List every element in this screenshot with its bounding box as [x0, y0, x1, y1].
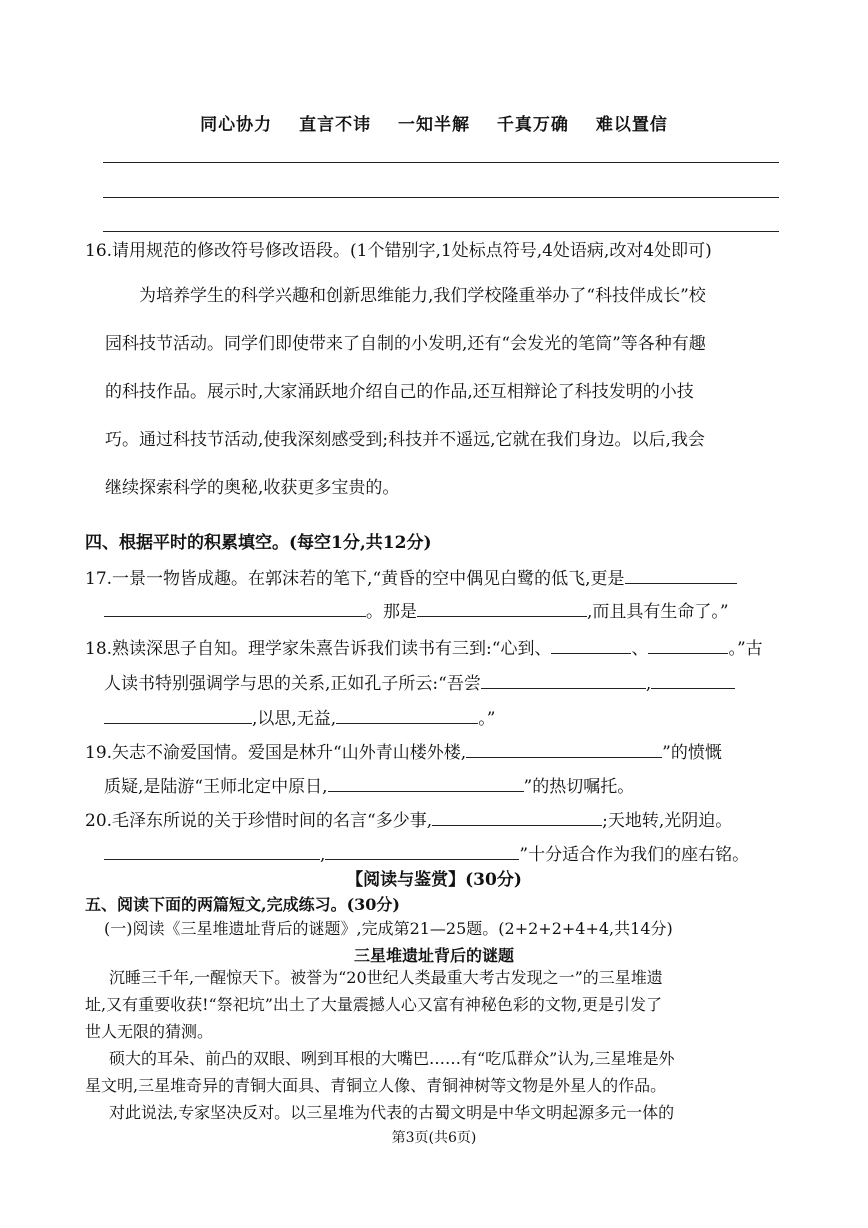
fill-blank[interactable] [481, 672, 646, 689]
question-17-line-2: 。那是 ,而且具有生命了。” [104, 597, 729, 622]
fill-blank[interactable] [417, 600, 587, 617]
passage-line: 巧。通过科技节活动,使我深刻感受到;科技并不遥远,它就在我们身边。以后,我会 [105, 430, 705, 450]
fill-blank[interactable] [648, 637, 728, 654]
article-line: 硕大的耳朵、前凸的双眼、咧到耳根的大嘴巴……有“吃瓜群众”认为,三星堆是外 [109, 1049, 675, 1068]
question-20-line-1: 20.毛泽东所说的关于珍惜时间的名言“多少事, ;天地转,光阴迫。 [85, 811, 733, 831]
answer-line [103, 231, 779, 232]
answer-line [103, 197, 779, 198]
answer-line [103, 162, 779, 163]
idiom-item: 千真万确 [496, 115, 569, 135]
article-line: 对此说法,专家坚决反对。以三星堆为代表的古蜀文明是中华文明起源多元一体的 [109, 1103, 675, 1122]
section-4-title: 四、根据平时的积累填空。(每空1分,共12分) [85, 533, 432, 553]
article-line: 世人无限的猜测。 [85, 1022, 214, 1041]
question-18-line-3: ,以思,无益, 。” [104, 704, 495, 729]
article-title: 三星堆遗址背后的谜题 [353, 946, 514, 965]
article-line: 址,又有重要收获!“祭祀坑”出土了大量震撼人心又富有神秘色彩的文物,更是引发了 [85, 995, 662, 1014]
article-line: 星文明,三星堆奇异的青铜大面具、青铜立人像、青铜神树等文物是外星人的作品。 [85, 1076, 667, 1095]
question-17-line-1: 17.一景一物皆成趣。在郭沫若的笔下,“黄昏的空中偶见白鹭的低飞,更是 [85, 564, 737, 589]
idiom-item: 同心协力 [200, 115, 273, 135]
fill-blank[interactable] [336, 707, 478, 724]
fill-blank[interactable] [625, 567, 737, 584]
section-5-title: 五、阅读下面的两篇短文,完成练习。(30分) [85, 895, 400, 914]
question-19-line-1: 19.矢志不渝爱国情。爱国是林升“山外青山楼外楼, ”的愤慨 [85, 743, 722, 763]
subsection-1-title: (一)阅读《三星堆遗址背后的谜题》,完成第21—25题。(2+2+2+4+4,共14分) [104, 919, 673, 938]
question-20-line-2: , ”十分适合作为我们的座右铭。 [104, 840, 749, 865]
idiom-item: 难以置信 [595, 115, 668, 135]
passage-line: 的科技作品。展示时,大家涌跃地介绍自己的作品,还互相辩论了科技发明的小技 [105, 382, 694, 402]
fill-blank[interactable] [551, 637, 631, 654]
idiom-item: 直言不讳 [299, 115, 372, 135]
fill-blank[interactable] [432, 809, 602, 826]
fill-blank[interactable] [466, 741, 662, 758]
fill-blank[interactable] [325, 843, 519, 860]
passage-line: 为培养学生的科学兴趣和创新思维能力,我们学校隆重举办了“科技伴成长”校 [139, 286, 706, 306]
page-number: 第3页(共6页) [391, 1130, 477, 1146]
fill-blank[interactable] [104, 600, 366, 617]
question-16-passage [105, 272, 785, 512]
passage-line: 继续探索科学的奥秘,收获更多宝贵的。 [105, 478, 400, 498]
question-18-line-2: 人读书特别强调学与思的关系,正如孔子所云:“吾尝 , [104, 669, 735, 694]
fill-blank[interactable] [104, 707, 252, 724]
fill-blank[interactable] [328, 775, 524, 792]
fill-blank[interactable] [104, 843, 320, 860]
passage-line: 园科技节活动。同学们即使带来了自制的小发明,还有“会发光的笔筒”等各种有趣 [105, 334, 706, 354]
idiom-list [0, 110, 868, 135]
reading-section-band: 【阅读与鉴赏】(30分) [346, 870, 522, 890]
question-19-line-2: 质疑,是陆游“王师北定中原日, ”的热切嘱托。 [104, 777, 635, 797]
article-body [85, 964, 785, 1126]
question-18-line-1: 18.熟读深思子自知。理学家朱熹告诉我们读书有三到:“心到、 、 。”古 [85, 639, 763, 659]
fill-blank[interactable] [651, 672, 735, 689]
idiom-item: 一知半解 [398, 115, 470, 135]
article-line: 沉睡三千年,一醒惊天下。被誉为“20世纪人类最重大考古发现之一”的三星堆遗 [109, 968, 663, 987]
question-16-prompt: 16.请用规范的修改符号修改语段。(1个错别字,1处标点符号,4处语病,改对4处即可) [85, 241, 712, 261]
